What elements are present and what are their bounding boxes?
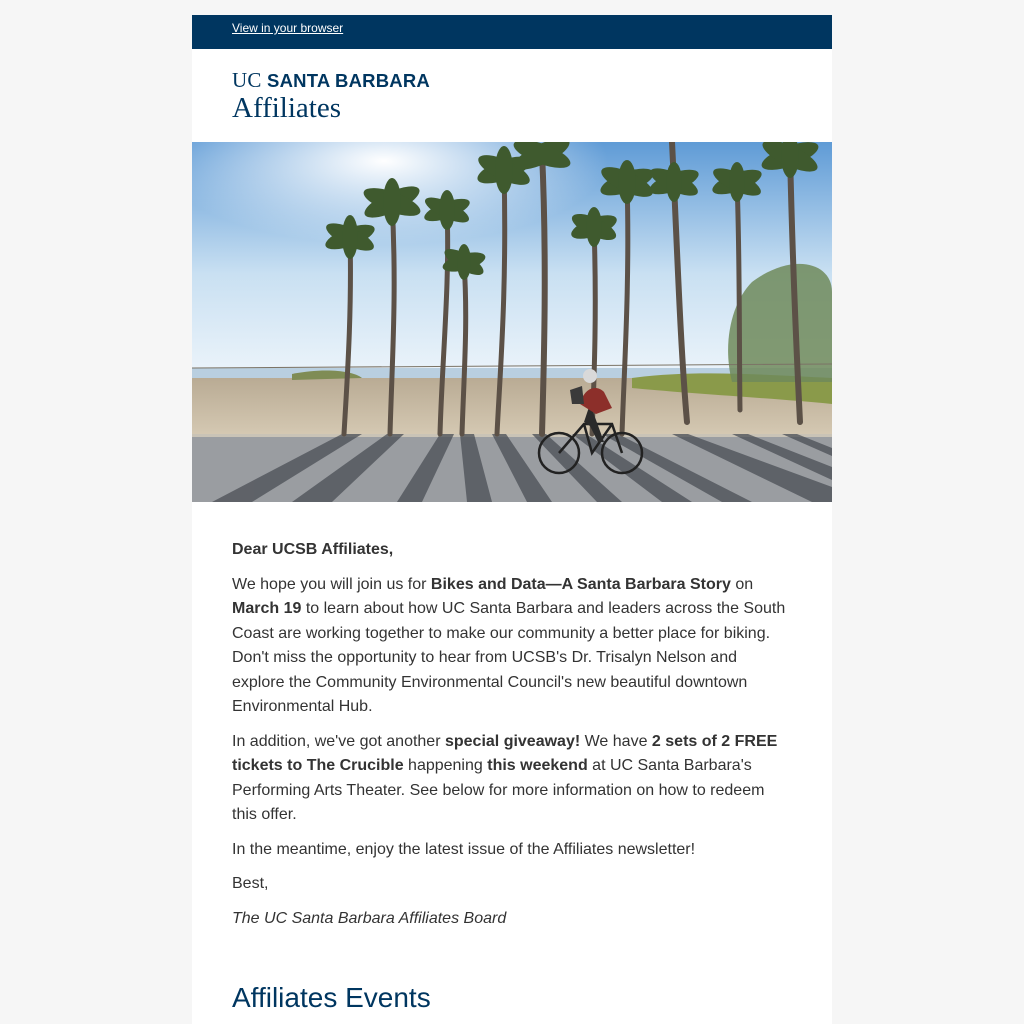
brand-header [192,49,832,142]
view-in-browser-link[interactable]: View in your browser [232,21,344,35]
greeting: Dear UCSB Affiliates, [232,541,394,558]
closing: Best, [232,875,269,892]
paragraph-giveaway: In addition, we've got another special giveaway! We have 2 sets of 2 FREE tickets to The Crucible happening this weekend at UC Santa Barbara's Performing Arts Theater. See below for more information on how to redeem this offer. [232,732,778,823]
ucsb-wordmark [232,68,430,93]
events-section-title: Affiliates Events [232,982,431,1013]
letter-body [192,502,832,1015]
hero-image [192,142,832,502]
wordmark-santa-barbara: SANTA BARBARA [267,70,430,91]
paragraph-event: We hope you will join us for Bikes and Data—A Santa Barbara Story on March 19 to learn about how UC Santa Barbara and leaders across the South Coast are working together to make our community a better place for biking. Don't miss the opportunity to hear from UCSB's Dr. Trisalyn Nelson and explore the Community Environmental Council's new beautiful downtown Environmental Hub. [232,575,786,715]
paragraph-newsletter: In the meantime, enjoy the latest issue of the Affiliates newsletter! [232,840,696,858]
event-name: Bikes and Data—A Santa Barbara Story [430,575,731,593]
top-bar [192,15,832,49]
wordmark-uc: UC [232,68,262,92]
event-date: March 19 [232,600,302,617]
signature: The UC Santa Barbara Affiliates Board [232,909,507,927]
affiliates-wordmark: Affiliates [232,92,341,124]
email-container [192,15,832,1024]
palm-trees-cyclist-photo [192,142,832,502]
